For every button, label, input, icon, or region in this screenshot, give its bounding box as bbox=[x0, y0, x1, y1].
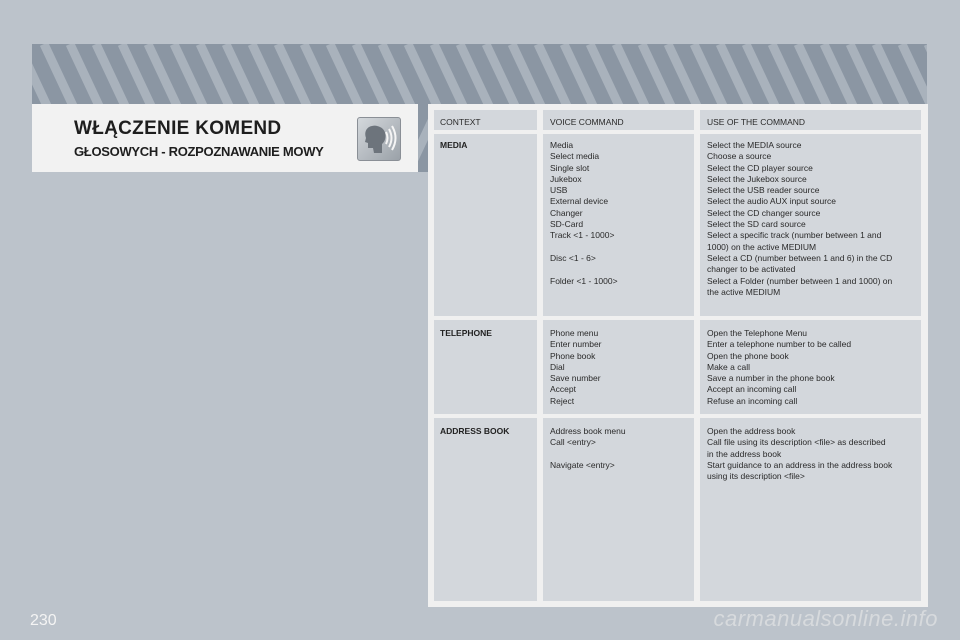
address-book-uses: Open the address book Call file using its description <file> as described in the address book Start guidance to an address in the address book using its description <file> bbox=[707, 426, 893, 482]
context-address-book: ADDRESS BOOK bbox=[440, 426, 510, 436]
page-subtitle: GŁOSOWYCH - ROZPOZNAWANIE MOWY bbox=[74, 144, 324, 159]
page-number: 230 bbox=[30, 612, 57, 629]
voice-command-icon bbox=[357, 117, 401, 161]
telephone-uses: Open the Telephone Menu Enter a telephone number to be called Open the phone book Make a call Save a number in the phone book Accept an incoming call Refuse an incoming call bbox=[707, 328, 852, 406]
header-context: CONTEXT bbox=[440, 117, 481, 127]
telephone-commands: Phone menu Enter number Phone book Dial Save number Accept Reject bbox=[550, 328, 602, 406]
context-column bbox=[434, 110, 537, 601]
watermark: carmanualsonline.info bbox=[713, 606, 938, 631]
media-uses: Select the MEDIA source Choose a source Select the CD player source Select the Jukebox source Select the USB reader source Select the audio AUX input source Select the CD changer source Select the SD card source Select a specific track (number between 1 and 1000) on the active MEDIUM Select a CD (number between 1 and 6) in the CD changer to be activated Select a Folder (number between 1 and 1000) on the active MEDIUM bbox=[707, 140, 893, 297]
row-divider bbox=[434, 130, 921, 134]
row-divider bbox=[434, 414, 921, 418]
header-use: USE OF THE COMMAND bbox=[707, 117, 806, 127]
row-divider bbox=[434, 316, 921, 320]
context-media: MEDIA bbox=[440, 140, 468, 150]
header-voice-command: VOICE COMMAND bbox=[550, 117, 624, 127]
media-commands: Media Select media Single slot Jukebox USB External device Changer SD-Card Track <1 - 1000> Disc <1 - 6> Folder <1 - 1000> bbox=[550, 140, 618, 286]
context-telephone: TELEPHONE bbox=[440, 328, 492, 338]
address-book-commands: Address book menu Call <entry> Navigate <entry> bbox=[550, 426, 626, 470]
page-title: WŁĄCZENIE KOMEND bbox=[74, 118, 282, 139]
title-box bbox=[32, 104, 418, 172]
voice-command-table bbox=[428, 104, 928, 607]
